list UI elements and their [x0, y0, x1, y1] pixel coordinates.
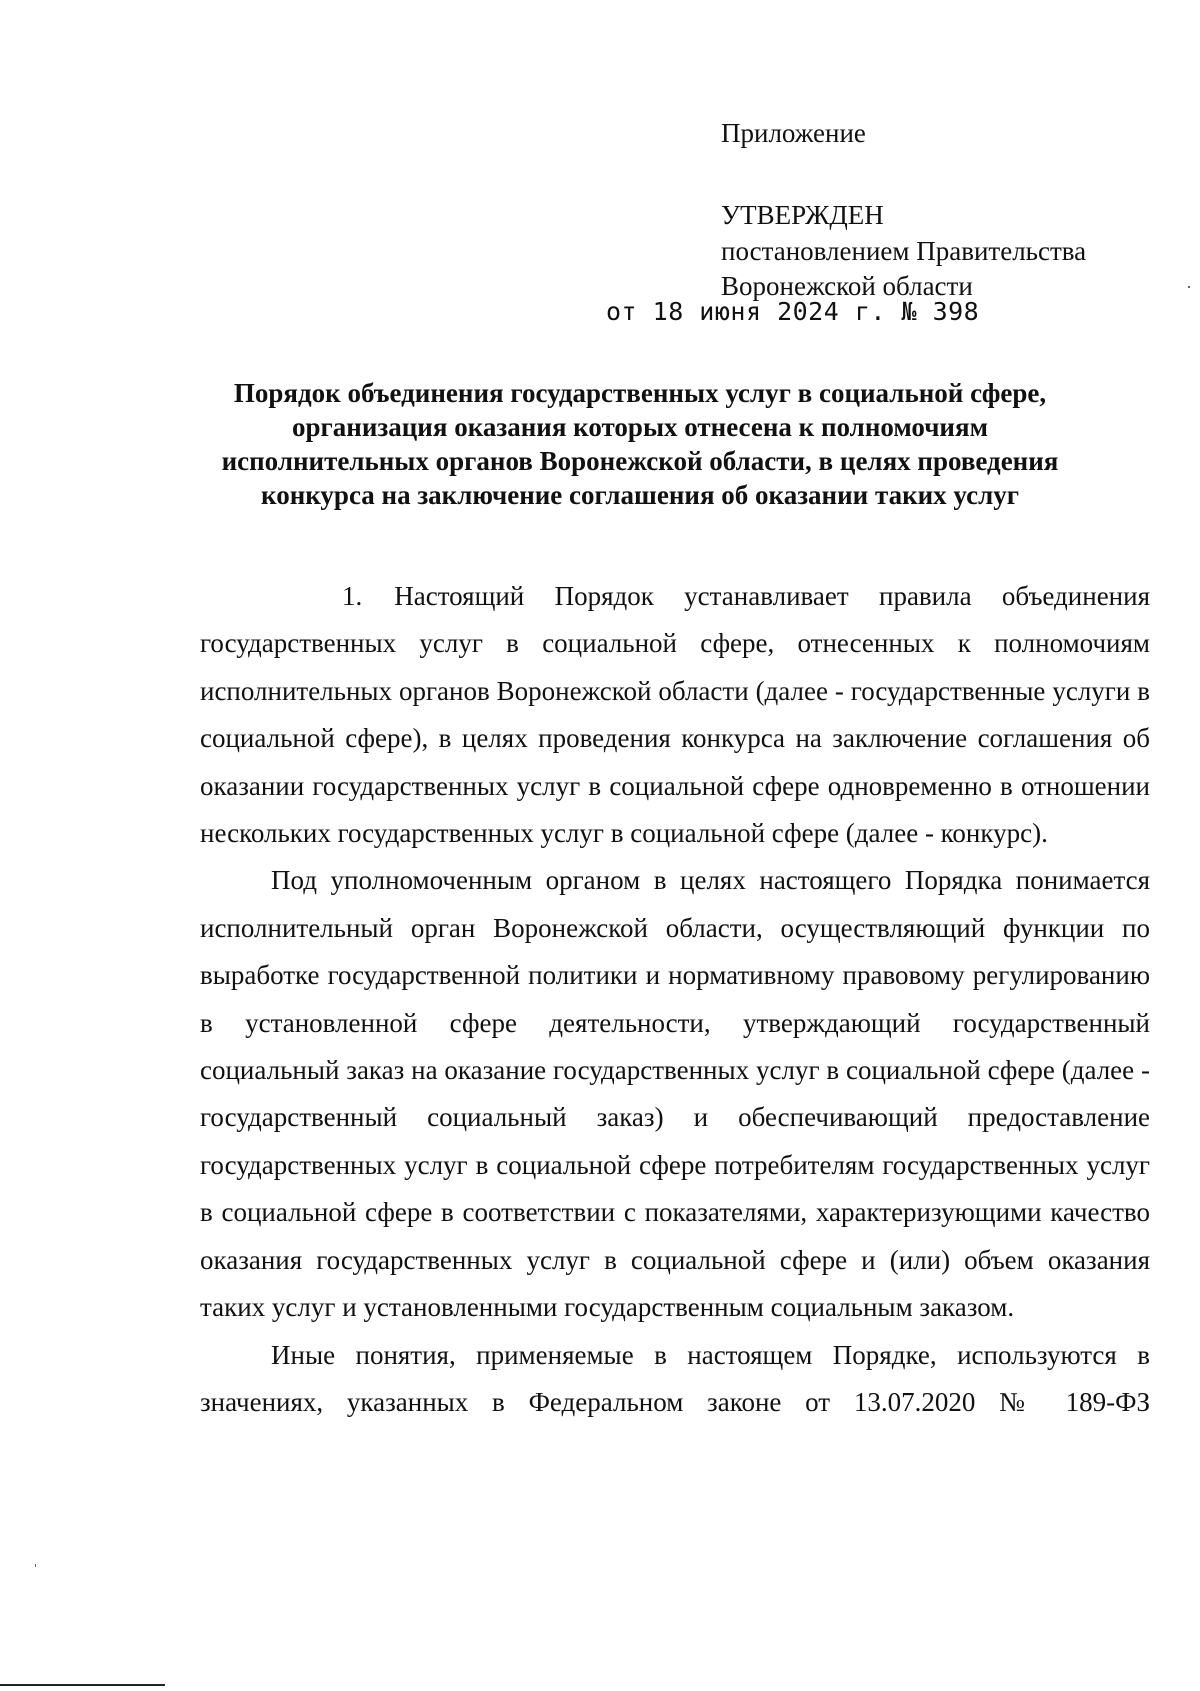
document-title [180, 376, 1100, 512]
approval-line-2: Воронежской области [721, 271, 973, 301]
paragraph-1-number: 1. [342, 581, 363, 611]
paragraph-3: Иные понятия, применяемые в настоящем Порядке, используются в значениях, указанных в Федеральном законе от 13.07.2020 № 189-ФЗ [200, 1339, 1150, 1417]
scan-speck [1188, 286, 1190, 288]
title-line-3: исполнительных органов Воронежской области, в целях проведения [221, 446, 1059, 476]
scan-speck [35, 1564, 36, 1567]
title-line-2: организация оказания которых отнесена к полномочиям [292, 412, 988, 442]
paragraph-1-text: Настоящий Порядок устанавливает правила объединения государственных услуг в социальной сфере, отнесенных к полномочиям исполнительных органов Воронежской области (далее - государственные услуги в социальной сфере), в целях проведения конкурса на заключение соглашения об оказании государственных услуг в социальной сфере одновременно в отношении нескольких государственных услуг в социальной сфере (далее - конкурс). [200, 581, 1150, 849]
paragraph-1 [200, 573, 1150, 857]
paragraph-2: Под уполномоченным органом в целях настоящего Порядка понимается исполнительный орган Воронежской области, осуществляющий функции по выработке государственной политики и нормативному правовому регулированию в установленной сфере деятельности, утверждающий государственный социальный заказ на оказание государственных услуг в социальной сфере (далее - государственный социальный заказ) и обеспечивающий предоставление государственных услуг в социальной сфере потребителям государственных услуг в социальной сфере в соответствии с показателями, характеризующими качество оказания государственных услуг в социальной сфере и (или) объем оказания таких услуг и установленными государственным социальным заказом. [200, 865, 1150, 1323]
footnote-rule [0, 1684, 165, 1686]
title-line-1: Порядок объединения государственных услуг в социальной сфере, [233, 378, 1047, 408]
document-body [200, 573, 1150, 1426]
annex-label: Приложение [721, 118, 866, 148]
decree-stamp: от 18 июня 2024 г. № 398 [606, 297, 980, 326]
approval-block [721, 116, 1161, 304]
title-line-4: конкурса на заключение соглашения об оказании таких услуг [261, 480, 1019, 510]
approval-line-1: постановлением Правительства [721, 236, 1087, 266]
approved-label: УТВЕРЖДЕН [721, 200, 884, 230]
